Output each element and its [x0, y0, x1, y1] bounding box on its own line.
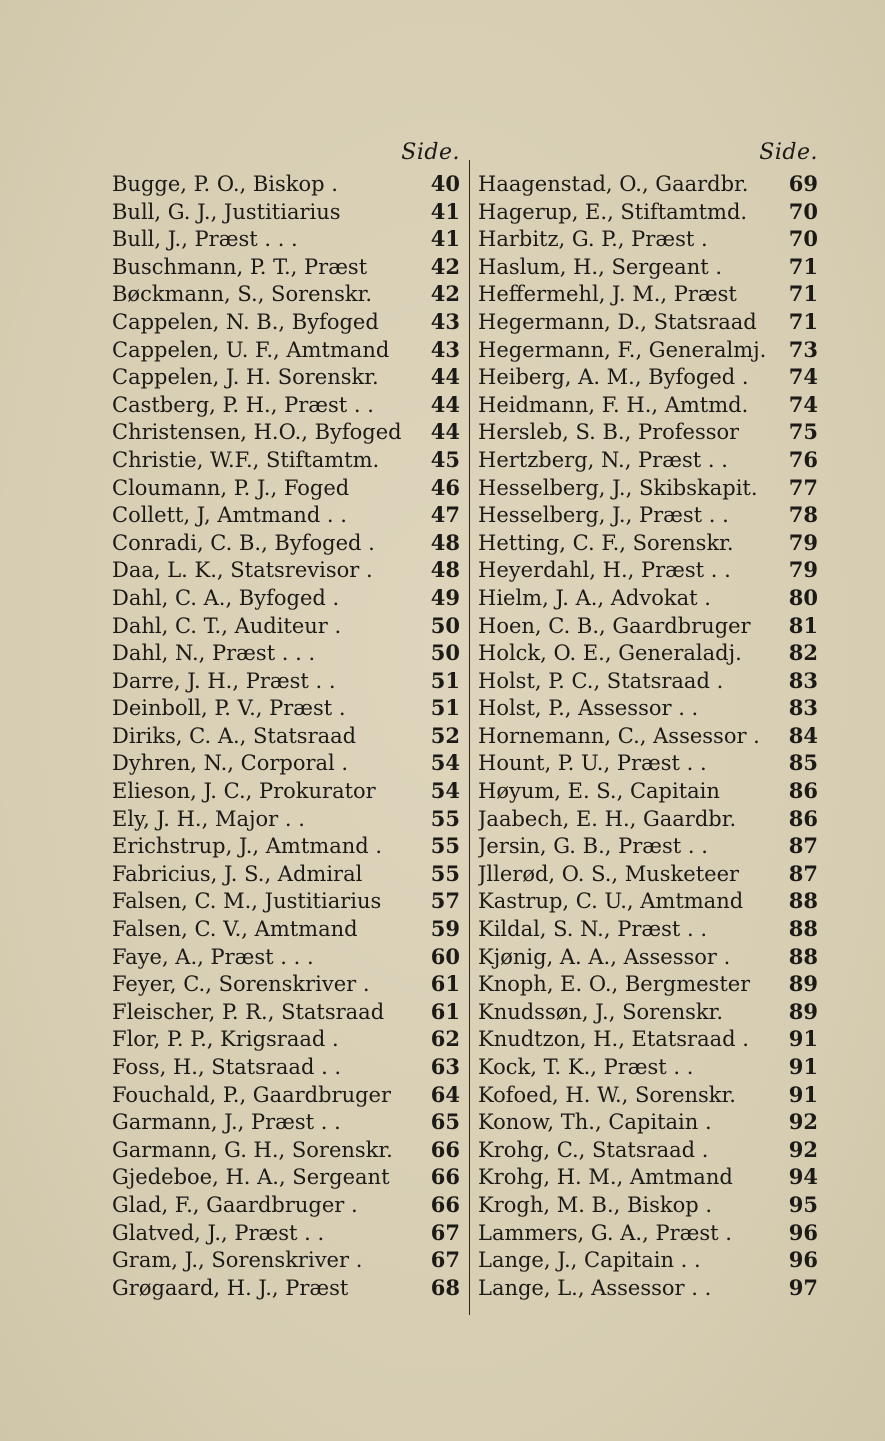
- entry-name: Darre, J. H., Præst . .: [112, 668, 336, 693]
- entry-page-number: 62: [430, 1026, 460, 1052]
- entry-name: Haslum, H., Sergeant .: [478, 254, 723, 279]
- entry-page-number: 46: [430, 474, 460, 500]
- entry-name: Faye, A., Præst . . .: [112, 944, 314, 969]
- entry-page-number: 70: [788, 226, 818, 252]
- entry-page-number: 51: [430, 695, 460, 721]
- entry-name: Conradi, C. B., Byfoged .: [112, 530, 375, 555]
- index-entry: [478, 860, 818, 888]
- entry-name: Buschmann, P. T., Præst: [112, 254, 368, 279]
- index-entry: [112, 170, 460, 198]
- entry-page-number: 52: [430, 722, 460, 748]
- entry-page-number: 74: [788, 364, 818, 390]
- index-entry: [478, 336, 818, 364]
- entry-page-number: 54: [430, 778, 460, 804]
- entry-name: Hesselberg, J., Skibskapit.: [478, 475, 758, 500]
- entry-page-number: 68: [430, 1274, 460, 1300]
- entry-name: Hersleb, S. B., Professor: [478, 420, 740, 445]
- entry-name: Bøckmann, S., Sorenskr.: [112, 282, 372, 307]
- entry-page-number: 65: [430, 1109, 460, 1135]
- entry-page-number: 63: [430, 1054, 460, 1079]
- entry-page-number: 89: [788, 971, 818, 997]
- entry-name: Krohg, H. M., Amtmand: [478, 1165, 733, 1190]
- entry-name: Lammers, G. A., Præst .: [478, 1220, 732, 1245]
- index-entry: [478, 998, 818, 1026]
- entry-page-number: 91: [788, 1081, 818, 1107]
- index-entry: [112, 777, 460, 805]
- entry-name: Foss, H., Statsraad . .: [112, 1055, 342, 1079]
- entry-page-number: 55: [430, 805, 460, 831]
- entry-name: Diriks, C. A., Statsraad: [112, 723, 357, 748]
- index-entry: [478, 225, 818, 253]
- left-entry-list: [112, 170, 460, 1301]
- entry-name: Glad, F., Gaardbruger .: [112, 1192, 358, 1217]
- entry-page-number: 71: [788, 253, 818, 279]
- entry-page-number: 50: [430, 640, 460, 666]
- entry-name: Hount, P. U., Præst . .: [478, 751, 707, 776]
- column-divider: [469, 160, 470, 1315]
- entry-name: Hornemann, C., Assessor .: [478, 723, 760, 748]
- entry-page-number: 96: [788, 1247, 818, 1273]
- entry-name: Kofoed, H. W., Sorenskr.: [478, 1082, 736, 1107]
- entry-name: Haagenstad, O., Gaardbr.: [478, 172, 749, 196]
- index-entry: [112, 694, 460, 722]
- entry-name: Hertzberg, N., Præst . .: [478, 447, 728, 472]
- entry-name: Hetting, C. F., Sorenskr.: [478, 530, 734, 555]
- entry-name: Harbitz, G. P., Præst .: [478, 227, 708, 252]
- index-entry: [112, 805, 460, 833]
- entry-name: Krohg, C., Statsraad .: [478, 1137, 709, 1162]
- index-entry: [478, 915, 818, 943]
- index-entry: [478, 1274, 818, 1302]
- index-entry: [478, 1219, 818, 1247]
- entry-page-number: 55: [430, 833, 460, 859]
- index-entry: [478, 363, 818, 391]
- entry-name: Holst, P., Assessor . .: [478, 696, 699, 721]
- index-entry: [112, 308, 460, 336]
- entry-page-number: 61: [430, 971, 460, 997]
- index-entry: [478, 612, 818, 640]
- index-entry: [112, 253, 460, 281]
- index-entry: [478, 1108, 818, 1136]
- index-entry: [478, 474, 818, 502]
- entry-name: Knoph, E. O., Bergmester: [478, 972, 751, 997]
- entry-name: Cappelen, U. F., Amtmand: [112, 337, 390, 362]
- entry-name: Krogh, M. B., Biskop .: [478, 1192, 713, 1217]
- entry-page-number: 44: [430, 419, 460, 445]
- entry-name: Dahl, C. A., Byfoged .: [112, 585, 340, 610]
- index-entry: [112, 474, 460, 502]
- entry-page-number: 67: [430, 1219, 460, 1245]
- index-entry: [478, 556, 818, 584]
- entry-name: Knudssøn, J., Sorenskr.: [478, 999, 723, 1024]
- entry-name: Fabricius, J. S., Admiral: [112, 861, 363, 886]
- entry-name: Høyum, E. S., Capitain: [478, 779, 720, 804]
- index-entry: [478, 970, 818, 998]
- entry-name: Flor, P. P., Krigsraad .: [112, 1027, 339, 1052]
- entry-page-number: 67: [430, 1247, 460, 1273]
- index-entry: [478, 749, 818, 777]
- index-entry: [478, 1191, 818, 1219]
- entry-name: Fleischer, P. R., Statsraad: [112, 999, 385, 1024]
- entry-page-number: 48: [430, 529, 460, 555]
- index-entry: [478, 943, 818, 971]
- index-entry: [112, 1163, 460, 1191]
- entry-page-number: 85: [788, 750, 818, 776]
- index-entry: [478, 446, 818, 474]
- entry-name: Kildal, S. N., Præst . .: [478, 917, 708, 942]
- index-entry: [112, 446, 460, 474]
- index-entry: [112, 915, 460, 943]
- index-entry: [478, 170, 818, 198]
- entry-page-number: 86: [788, 778, 818, 804]
- entry-name: Hesselberg, J., Præst . .: [478, 503, 729, 528]
- index-entry: [112, 198, 460, 226]
- entry-name: Fouchald, P., Gaardbruger: [112, 1082, 392, 1107]
- entry-page-number: 41: [430, 198, 460, 224]
- entry-page-number: 84: [788, 722, 818, 748]
- index-entry: [112, 584, 460, 612]
- entry-page-number: 71: [788, 281, 818, 307]
- index-entry: [478, 1081, 818, 1109]
- entry-page-number: 70: [788, 198, 818, 224]
- entry-name: Daa, L. K., Statsrevisor .: [112, 558, 373, 583]
- entry-page-number: 79: [788, 557, 818, 583]
- right-entry-list: [478, 170, 818, 1301]
- entry-name: Cappelen, J. H. Sorenskr.: [112, 365, 379, 390]
- index-entry: [112, 1246, 460, 1274]
- index-entry: [478, 253, 818, 281]
- entry-page-number: 64: [430, 1081, 460, 1107]
- entry-page-number: 41: [430, 226, 460, 252]
- index-entry: [112, 1025, 460, 1053]
- entry-name: Feyer, C., Sorenskriver .: [112, 972, 370, 997]
- index-entry: [112, 1136, 460, 1164]
- index-entry: [112, 667, 460, 695]
- index-entry: [112, 1274, 460, 1302]
- entry-name: Christie, W.F., Stiftamtm.: [112, 447, 380, 472]
- entry-page-number: 87: [788, 833, 818, 859]
- entry-page-number: 75: [788, 419, 818, 445]
- entry-page-number: 94: [788, 1164, 818, 1190]
- entry-page-number: 42: [430, 253, 460, 279]
- entry-name: Holst, P. C., Statsraad .: [478, 668, 724, 693]
- entry-page-number: 80: [788, 584, 818, 610]
- index-entry: [112, 860, 460, 888]
- index-entry: [112, 722, 460, 750]
- index-entry: [112, 280, 460, 308]
- entry-page-number: 92: [788, 1136, 818, 1162]
- entry-name: Jersin, G. B., Præst . .: [478, 834, 708, 859]
- entry-page-number: 97: [788, 1274, 818, 1300]
- right-index-column: [478, 140, 818, 1301]
- entry-page-number: 92: [788, 1109, 818, 1135]
- entry-page-number: 74: [788, 391, 818, 417]
- index-entry: [112, 887, 460, 915]
- index-entry: [112, 556, 460, 584]
- index-entry: [112, 418, 460, 446]
- entry-page-number: 47: [430, 502, 460, 528]
- entry-name: Falsen, C. V., Amtmand: [112, 917, 358, 942]
- index-entry: [112, 639, 460, 667]
- entry-name: Bull, J., Præst . . .: [112, 227, 298, 252]
- entry-name: Garmann, G. H., Sorenskr.: [112, 1137, 393, 1162]
- entry-name: Elieson, J. C., Prokurator: [112, 779, 376, 804]
- entry-name: Jaabech, E. H., Gaardbr.: [478, 806, 737, 831]
- entry-page-number: 66: [430, 1191, 460, 1217]
- index-entry: [112, 1219, 460, 1247]
- entry-page-number: 40: [430, 171, 460, 196]
- index-entry: [478, 391, 818, 419]
- index-entry: [478, 639, 818, 667]
- entry-name: Castberg, P. H., Præst . .: [112, 392, 374, 417]
- entry-name: Cappelen, N. B., Byfoged: [112, 309, 379, 334]
- entry-name: Heidmann, F. H., Amtmd.: [478, 392, 749, 417]
- entry-name: Cloumann, P. J., Foged: [112, 475, 350, 500]
- index-entry: [112, 501, 460, 529]
- entry-page-number: 61: [430, 998, 460, 1024]
- index-entry: [478, 805, 818, 833]
- index-entry: [478, 529, 818, 557]
- entry-page-number: 43: [430, 308, 460, 334]
- entry-name: Kjønig, A. A., Assessor .: [478, 944, 731, 969]
- entry-page-number: 76: [788, 446, 818, 472]
- entry-page-number: 87: [788, 860, 818, 886]
- entry-page-number: 43: [430, 336, 460, 362]
- entry-page-number: 89: [788, 998, 818, 1024]
- index-entry: [112, 832, 460, 860]
- entry-name: Heyerdahl, H., Præst . .: [478, 558, 731, 583]
- index-entry: [112, 336, 460, 364]
- entry-name: Heiberg, A. M., Byfoged .: [478, 365, 749, 390]
- entry-page-number: 57: [430, 888, 460, 914]
- index-entry: [478, 1136, 818, 1164]
- entry-name: Glatved, J., Præst . .: [112, 1220, 325, 1245]
- index-entry: [478, 832, 818, 860]
- entry-page-number: 69: [788, 171, 818, 196]
- entry-page-number: 60: [430, 943, 460, 969]
- entry-page-number: 88: [788, 916, 818, 942]
- entry-name: Gjedeboe, H. A., Sergeant: [112, 1165, 390, 1190]
- entry-page-number: 95: [788, 1191, 818, 1217]
- index-entry: [478, 584, 818, 612]
- index-entry: [478, 777, 818, 805]
- entry-name: Heffermehl, J. M., Præst: [478, 282, 737, 307]
- entry-page-number: 49: [430, 584, 460, 610]
- entry-page-number: 44: [430, 364, 460, 390]
- entry-page-number: 79: [788, 529, 818, 555]
- entry-page-number: 42: [430, 281, 460, 307]
- entry-name: Kock, T. K., Præst . .: [478, 1055, 694, 1079]
- index-entry: [112, 363, 460, 391]
- index-entry: [112, 225, 460, 253]
- index-entry: [112, 998, 460, 1026]
- entry-page-number: 73: [788, 336, 818, 362]
- entry-name: Bull, G. J., Justitiarius: [112, 199, 341, 224]
- index-entry: [112, 529, 460, 557]
- entry-name: Falsen, C. M., Justitiarius: [112, 889, 382, 914]
- entry-page-number: 51: [430, 667, 460, 693]
- index-entry: [112, 391, 460, 419]
- entry-page-number: 66: [430, 1164, 460, 1190]
- entry-name: Hegermann, F., Generalmj.: [478, 337, 767, 362]
- entry-page-number: 88: [788, 943, 818, 969]
- index-entry: [478, 501, 818, 529]
- entry-page-number: 81: [788, 612, 818, 638]
- index-entry: [478, 418, 818, 446]
- index-entry: [478, 1025, 818, 1053]
- index-entry: [478, 1163, 818, 1191]
- entry-name: Jllerød, O. S., Musketeer: [478, 861, 740, 886]
- entry-page-number: 59: [430, 916, 460, 942]
- entry-name: Hielm, J. A., Advokat .: [478, 585, 711, 610]
- right-column-header: Side.: [759, 140, 818, 165]
- entry-page-number: 96: [788, 1219, 818, 1245]
- entry-name: Lange, J., Capitain . .: [478, 1248, 701, 1273]
- entry-name: Dyhren, N., Corporal .: [112, 751, 349, 776]
- index-entry: [112, 970, 460, 998]
- entry-page-number: 83: [788, 667, 818, 693]
- entry-page-number: 48: [430, 557, 460, 583]
- index-entry: [478, 308, 818, 336]
- entry-name: Hegermann, D., Statsraad: [478, 309, 757, 334]
- entry-name: Hagerup, E., Stiftamtmd.: [478, 199, 748, 224]
- entry-page-number: 77: [788, 474, 818, 500]
- index-entry: [112, 749, 460, 777]
- index-entry: [478, 1053, 818, 1081]
- entry-page-number: 91: [788, 1054, 818, 1079]
- entry-name: Christensen, H.O., Byfoged: [112, 420, 402, 445]
- index-entry: [112, 1108, 460, 1136]
- entry-page-number: 78: [788, 502, 818, 528]
- entry-name: Knudtzon, H., Etatsraad .: [478, 1027, 749, 1052]
- entry-page-number: 66: [430, 1136, 460, 1162]
- entry-name: Dahl, N., Præst . . .: [112, 641, 316, 666]
- index-entry: [478, 887, 818, 915]
- entry-page-number: 71: [788, 308, 818, 334]
- entry-page-number: 45: [430, 446, 460, 472]
- index-entry: [112, 943, 460, 971]
- index-entry: [112, 1053, 460, 1081]
- index-entry: [478, 722, 818, 750]
- index-entry: [478, 280, 818, 308]
- entry-name: Garmann, J., Præst . .: [112, 1110, 341, 1135]
- entry-page-number: 82: [788, 640, 818, 666]
- entry-name: Ely, J. H., Major . .: [112, 806, 305, 831]
- entry-name: Erichstrup, J., Amtmand .: [112, 834, 383, 859]
- index-entry: [478, 667, 818, 695]
- entry-name: Holck, O. E., Generaladj.: [478, 641, 742, 666]
- entry-name: Lange, L., Assessor . .: [478, 1275, 712, 1300]
- index-entry: [112, 1081, 460, 1109]
- left-column-header: Side.: [401, 140, 460, 165]
- entry-page-number: 86: [788, 805, 818, 831]
- entry-page-number: 55: [430, 860, 460, 886]
- entry-name: Gram, J., Sorenskriver .: [112, 1248, 363, 1273]
- index-entry: [112, 1191, 460, 1219]
- entry-name: Collett, J, Amtmand . .: [112, 503, 347, 528]
- entry-page-number: 50: [430, 612, 460, 638]
- left-index-column: [112, 140, 460, 1301]
- entry-name: Dahl, C. T., Auditeur .: [112, 613, 342, 638]
- entry-name: Kastrup, C. U., Amtmand: [478, 889, 744, 914]
- entry-page-number: 83: [788, 695, 818, 721]
- entry-name: Bugge, P. O., Biskop .: [112, 172, 338, 196]
- entry-name: Hoen, C. B., Gaardbruger: [478, 613, 751, 638]
- index-entry: [478, 694, 818, 722]
- entry-name: Grøgaard, H. J., Præst: [112, 1275, 349, 1300]
- entry-page-number: 44: [430, 391, 460, 417]
- entry-page-number: 88: [788, 888, 818, 914]
- entry-name: Konow, Th., Capitain .: [478, 1110, 712, 1135]
- index-entry: [478, 198, 818, 226]
- entry-name: Deinboll, P. V., Præst .: [112, 696, 346, 721]
- entry-page-number: 54: [430, 750, 460, 776]
- index-entry: [478, 1246, 818, 1274]
- entry-page-number: 91: [788, 1026, 818, 1052]
- index-entry: [112, 612, 460, 640]
